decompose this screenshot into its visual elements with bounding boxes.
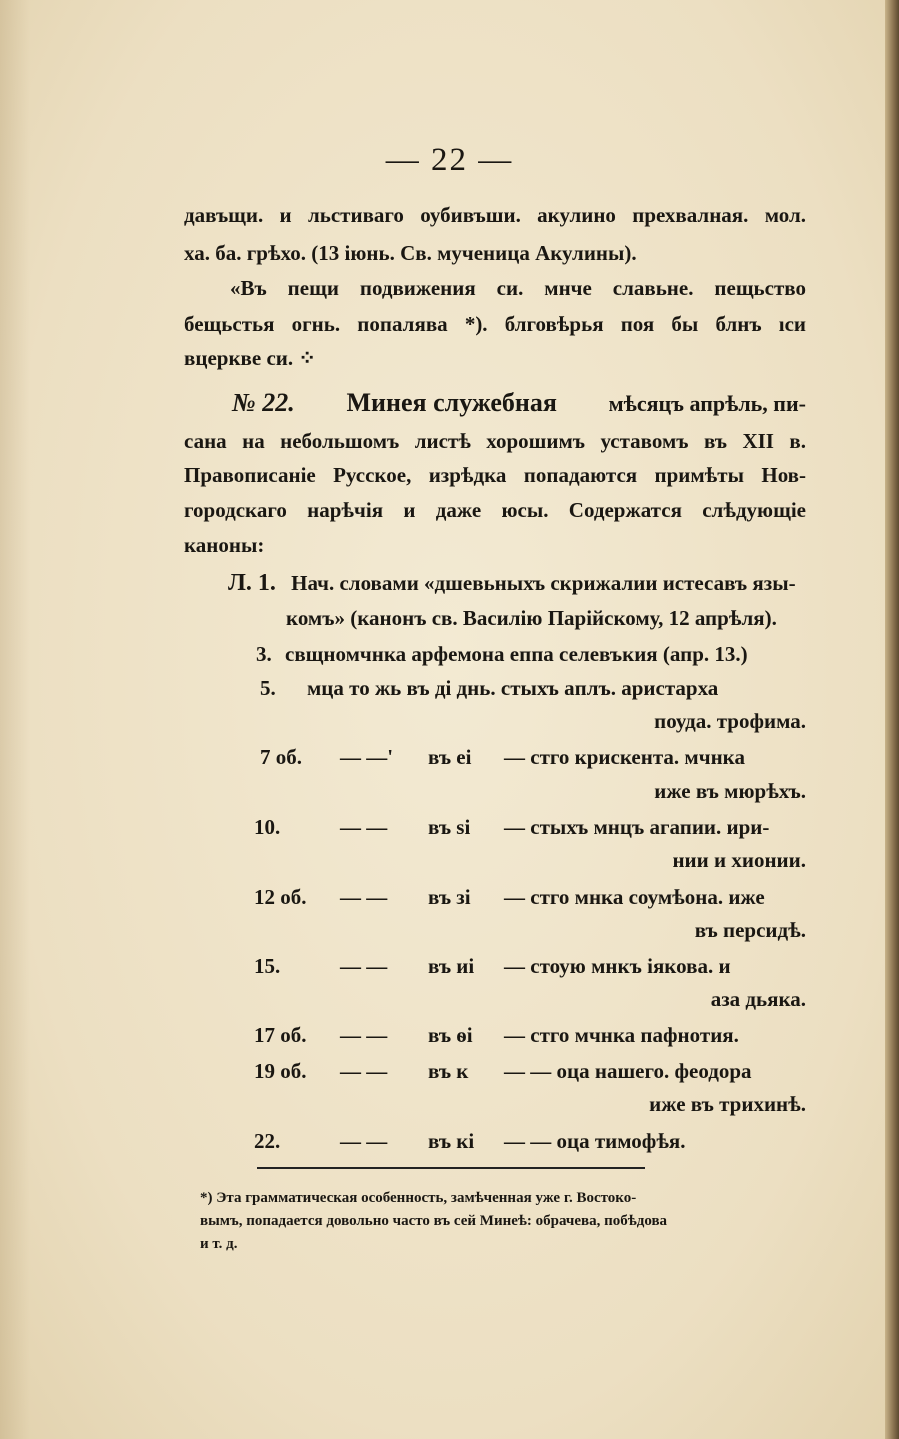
text-line: бещьстья огнь. попалява *). блговѣрья поя бы блнъ ıси — [184, 312, 806, 336]
text-line: ха. ба. грѣхо. (13 іюнь. Св. мученица Акулины). — [184, 241, 637, 265]
text-line: вцеркве си. ⁘ — [184, 346, 316, 370]
text-line: «Въ пещи подвижения си. мнче славьне. пещьство — [230, 276, 806, 300]
canon-row — [260, 675, 806, 701]
canon-text: — стго мчнка пафнотия. — [504, 1023, 739, 1047]
leaf-ref: 5. — [260, 676, 276, 700]
text-line: давъщи. и льстиваго оубивъши. акулино прехвалная. мол. — [184, 203, 806, 227]
canon-text: Нач. словами «дшевьныхъ скрижалии истесавъ язы- — [291, 571, 796, 595]
footnote-line: *) Эта грамматическая особенность, замѣченная уже г. Востоко- — [200, 1190, 637, 1206]
leaf-ref: Л. 1. — [228, 570, 276, 596]
leaf-ref: 10. — [254, 815, 281, 839]
leaf-ref: 17 об. — [254, 1023, 307, 1047]
canon-text: — стоую мнкъ іякова. и — [504, 954, 731, 978]
canon-row — [256, 641, 806, 667]
leaf-ref: 12 об. — [254, 885, 307, 909]
day-ref: въ к — [428, 1059, 469, 1083]
page-gutter-shadow — [0, 0, 30, 1439]
ditto-dashes: — — — [340, 815, 388, 839]
canon-text: — стго мнка соумѣона. иже — [504, 885, 765, 909]
canon-cont: нии и хионии. — [672, 848, 806, 872]
text-line: Правописаніе Русское, изрѣдка попадаются примѣты Нов- — [184, 463, 806, 487]
page-edge — [885, 0, 899, 1439]
text-line: сана на небольшомъ листѣ хорошимъ уставомъ въ XII в. — [184, 429, 806, 453]
canon-text: свщномчнка арфемона еппа селевъкия (апр. 13.) — [285, 642, 748, 666]
leaf-ref: 22. — [254, 1129, 281, 1153]
ditto-dashes: — — — [340, 1023, 388, 1047]
day-ref: въ ѕi — [428, 815, 471, 839]
footnote-line: вымъ, попадается довольно часто въ сей Минеѣ: обрачева, побѣдова — [200, 1213, 668, 1229]
day-ref: въ ѳі — [428, 1023, 473, 1047]
text-line: каноны: — [184, 533, 265, 557]
leaf-ref: 15. — [254, 954, 281, 978]
canon-cont: поуда. трофима. — [654, 709, 806, 733]
canon-text: — стыхъ мнцъ агапии. ири- — [504, 815, 770, 839]
leaf-ref: 7 об. — [260, 745, 302, 769]
day-ref: въ кі — [428, 1129, 475, 1153]
ditto-dashes: — — — [340, 1129, 388, 1153]
page-number: — 22 — — [385, 142, 514, 178]
canon-row — [228, 570, 806, 596]
canon-cont: комъ» (канонъ св. Василію Парійскому, 12 апрѣля). — [286, 606, 777, 630]
ditto-dashes: — —' — [340, 745, 394, 769]
day-ref: въ зі — [428, 885, 471, 909]
canon-text: — стго крискента. мчнка — [504, 745, 745, 769]
canon-cont: иже въ мюрѣхъ. — [654, 779, 806, 803]
canon-cont: аза дьяка. — [710, 987, 806, 1011]
canon-cont: въ персидѣ. — [694, 918, 806, 942]
footnote-divider — [257, 1167, 645, 1169]
leaf-ref: 3. — [256, 642, 272, 666]
canon-text: — — оца тимофѣя. — [504, 1129, 686, 1153]
entry-number: № 22. — [232, 388, 295, 417]
ditto-dashes: — — — [340, 885, 388, 909]
text-line: мѣсяцъ апрѣль, пи- — [608, 391, 806, 416]
ditto-dashes: — — — [340, 1059, 388, 1083]
leaf-ref: 19 об. — [254, 1059, 307, 1083]
day-ref: въ иі — [428, 954, 475, 978]
canon-text: — — оца нашего. феодора — [504, 1059, 752, 1083]
entry-title: Минея служебная — [346, 388, 557, 417]
text-line: городскаго нарѣчія и даже юсы. Содержатся слѣдующіе — [184, 498, 806, 522]
entry-heading — [232, 390, 806, 417]
canon-cont: иже въ трихинѣ. — [649, 1092, 806, 1116]
canon-text: мца то жь въ ді днь. стыхъ aплъ. аристарха — [307, 676, 719, 700]
footnote-line: и т. д. — [200, 1236, 238, 1252]
day-ref: въ ei — [428, 745, 472, 769]
ditto-dashes: — — — [340, 954, 388, 978]
